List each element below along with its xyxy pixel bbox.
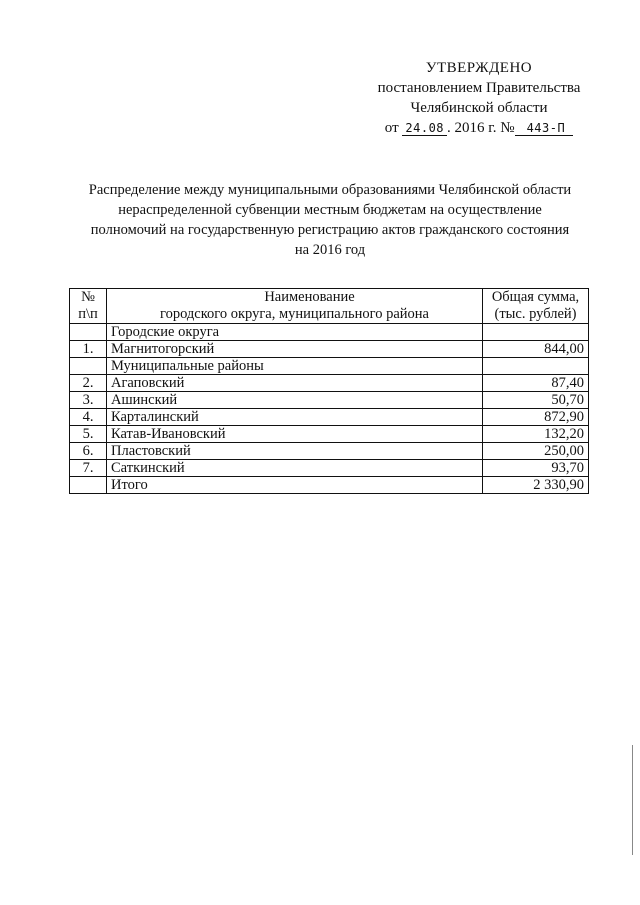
- header-name-line-2: городского округа, муниципального района: [160, 306, 429, 322]
- row-name: Ашинский: [107, 392, 483, 409]
- row-name: Городские округа: [107, 324, 483, 341]
- row-number: [70, 358, 107, 375]
- row-number: 7.: [70, 460, 107, 477]
- header-number-line-2: п\п: [78, 306, 98, 322]
- approval-line-2: Челябинской области: [410, 100, 548, 116]
- row-name: Карталинский: [107, 409, 483, 426]
- table-row: [70, 392, 589, 409]
- row-number: 4.: [70, 409, 107, 426]
- row-number: 5.: [70, 426, 107, 443]
- table-row: [70, 443, 589, 460]
- row-sum: 872,90: [483, 409, 589, 426]
- row-name: Пластовский: [107, 443, 483, 460]
- row-sum: 93,70: [483, 460, 589, 477]
- row-sum: [483, 358, 589, 375]
- table-row: [70, 341, 589, 358]
- row-sum: 844,00: [483, 341, 589, 358]
- table-row: [70, 375, 589, 392]
- row-name: Агаповский: [107, 375, 483, 392]
- table-header-row: [70, 289, 589, 324]
- approval-line-1: постановлением Правительства: [377, 80, 581, 96]
- title-line-1: Распределение между муниципальными образованиями Челябинской области: [88, 182, 572, 198]
- row-number: 6.: [70, 443, 107, 460]
- row-number: [70, 324, 107, 341]
- header-sum-line-2: (тыс. рублей): [494, 306, 577, 322]
- header-number-line-1: №: [81, 289, 95, 305]
- title-line-2: нераспределенной субвенции местным бюджетам на осуществление: [118, 202, 542, 218]
- header-number: [70, 289, 107, 324]
- approval-heading: УТВЕРЖДЕНО: [425, 60, 533, 76]
- row-name: Катав-Ивановский: [107, 426, 483, 443]
- row-name: Саткинский: [107, 460, 483, 477]
- document-title: [60, 180, 600, 260]
- date-year: . 2016 г. №: [447, 120, 515, 136]
- table-row: [70, 460, 589, 477]
- table-row-total: [70, 477, 589, 494]
- header-name: [107, 289, 483, 324]
- approval-date-line: [360, 118, 598, 138]
- date-prefix: от: [384, 120, 399, 136]
- handwritten-number: 443-П: [515, 121, 574, 136]
- distribution-table: [69, 288, 589, 494]
- header-name-line-1: Наименование: [264, 289, 355, 305]
- row-name: Магнитогорский: [107, 341, 483, 358]
- table-row: [70, 426, 589, 443]
- row-number: 2.: [70, 375, 107, 392]
- title-line-3: полномочий на государственную регистрацию актов гражданского состояния: [90, 222, 570, 238]
- row-name: Итого: [107, 477, 483, 494]
- row-number: 3.: [70, 392, 107, 409]
- row-sum: 132,20: [483, 426, 589, 443]
- row-name: Муниципальные районы: [107, 358, 483, 375]
- row-sum: 87,40: [483, 375, 589, 392]
- scan-edge-mark: [632, 745, 633, 855]
- row-number: [70, 477, 107, 494]
- header-sum: [483, 289, 589, 324]
- handwritten-date: 24.08: [402, 121, 447, 136]
- approval-stamp: [360, 58, 598, 138]
- row-sum: [483, 324, 589, 341]
- row-sum: 250,00: [483, 443, 589, 460]
- header-sum-line-1: Общая сумма,: [491, 289, 580, 305]
- table-row: [70, 358, 589, 375]
- title-line-4: на 2016 год: [294, 242, 366, 258]
- row-sum: 50,70: [483, 392, 589, 409]
- row-sum: 2 330,90: [483, 477, 589, 494]
- table-row: [70, 409, 589, 426]
- table-row: [70, 324, 589, 341]
- row-number: 1.: [70, 341, 107, 358]
